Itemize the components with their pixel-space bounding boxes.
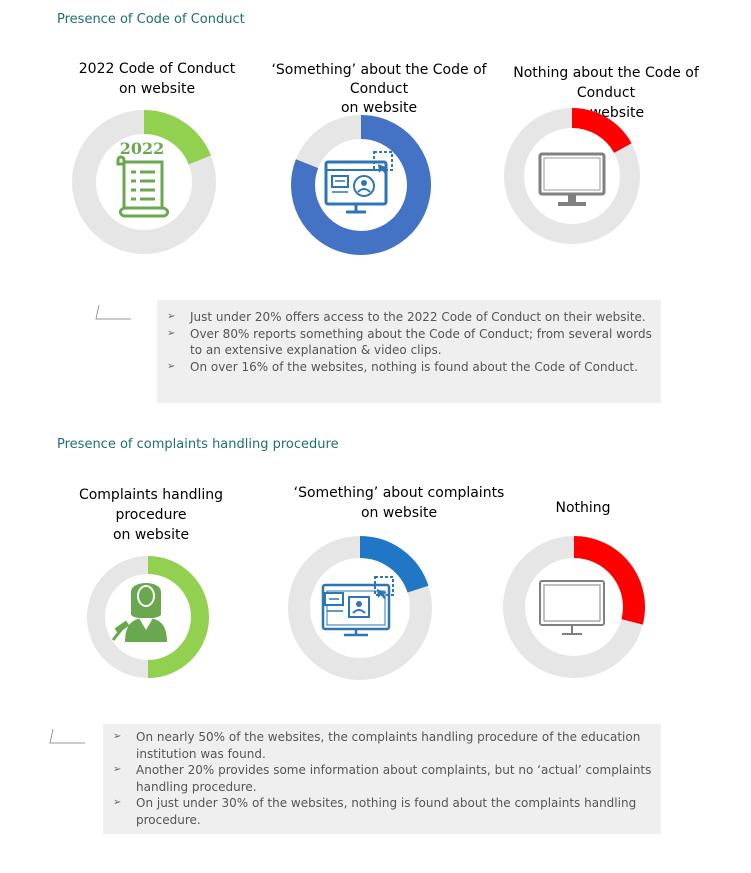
notes-box-complaints — [103, 724, 661, 834]
chart-label-5 — [284, 483, 514, 523]
chart-label-1-line-1: 2022 Code of Conduct — [78, 61, 236, 77]
chart-label-4 — [66, 485, 236, 545]
scroll-year-text: 2022 — [119, 139, 165, 158]
monitor-icon — [540, 581, 604, 634]
tab-marker-1 — [95, 305, 133, 321]
note-item: ➢ On over 16% of the websites, nothing is found about the Code of Conduct. — [157, 359, 661, 376]
note-item: ➢ Just under 20% offers access to the 2022 Code of Conduct on their website. — [157, 309, 661, 326]
judge-icon — [113, 583, 167, 642]
donut-chart-6 — [502, 535, 646, 679]
donut-chart-5 — [287, 535, 433, 681]
note-item: ➢ On just under 30% of the websites, nothing is found about the complaints handling procedure. — [103, 795, 661, 828]
chart-label-6 — [523, 498, 643, 518]
monitor-icon — [540, 154, 604, 206]
donut-chart-3 — [502, 106, 642, 246]
chart-label-3-line-1: Nothing about the Code of Conduct — [513, 65, 699, 101]
chart-label-4-line-3: on website — [112, 527, 190, 543]
chart-label-1 — [62, 59, 252, 99]
chart-label-4-line-1: Complaints handling — [78, 487, 224, 503]
section-title-complaints: Presence of complaints handling procedure — [57, 437, 339, 452]
section-title-code-of-conduct: Presence of Code of Conduct — [57, 12, 245, 27]
donut-chart-1 — [70, 108, 218, 256]
donut-chart-4 — [87, 556, 209, 678]
note-item: ➢ On nearly 50% of the websites, the complaints handling procedure of the education institution was found. — [103, 729, 661, 762]
chart-label-5-line-2: on website — [360, 505, 438, 521]
chart-label-2-line-3: on website — [340, 100, 418, 116]
chart-label-2-line-1: ‘Something’ about the Code of — [271, 62, 487, 78]
note-item: ➢ Over 80% reports something about the Code of Conduct; from several words to an extensive explanation & video clips. — [157, 326, 661, 359]
chart-label-4-line-2: procedure — [115, 507, 187, 523]
chart-label-2-line-2: Conduct — [349, 81, 409, 97]
notes-box-code-of-conduct — [157, 300, 661, 403]
chart-label-2 — [266, 61, 492, 118]
donut-chart-2 — [288, 112, 434, 258]
donut-arc-3 — [572, 118, 623, 148]
web-profile-icon — [326, 152, 392, 212]
tab-marker-2 — [49, 729, 87, 745]
chart-label-1-line-2: on website — [118, 81, 196, 97]
donut-arc-5 — [360, 547, 418, 589]
note-item: ➢ Another 20% provides some information about complaints, but no ‘actual’ complaints handling procedure. — [103, 762, 661, 795]
chart-label-5-line-1: ‘Something’ about complaints — [293, 485, 505, 501]
scroll-2022-icon — [118, 139, 168, 216]
web-profile-icon — [323, 577, 393, 635]
chart-label-3-line-2: on website — [567, 105, 645, 121]
chart-label-6-line-1: Nothing — [555, 500, 611, 516]
